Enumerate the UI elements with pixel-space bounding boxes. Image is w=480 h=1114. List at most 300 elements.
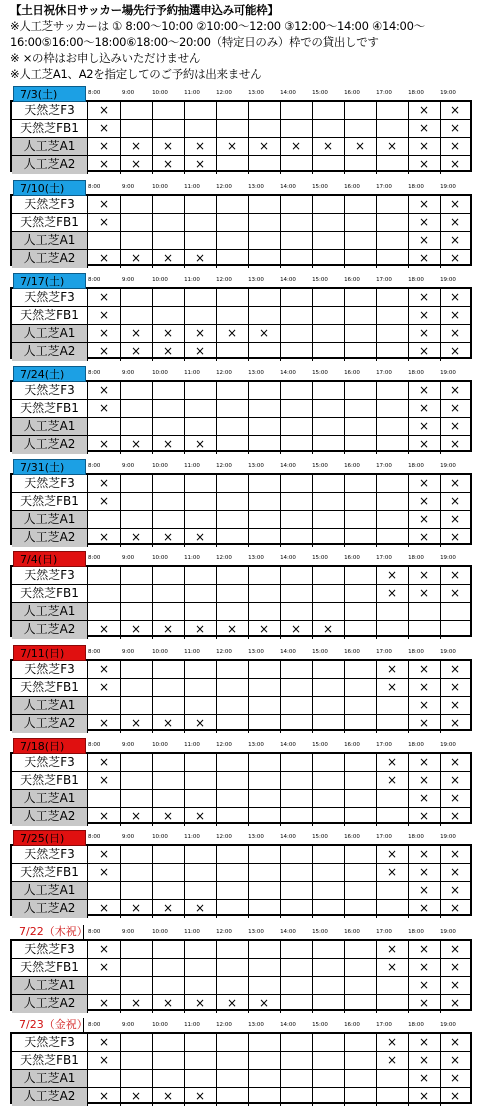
- table-row: [12, 882, 470, 900]
- time-tick: 12:00: [216, 742, 232, 748]
- time-tick: 9:00: [121, 929, 135, 935]
- field-label: 人工芝A2: [12, 436, 88, 454]
- slot-cell: [152, 1034, 185, 1052]
- time-tick: 11:00: [184, 834, 200, 840]
- time-tick: 19:00: [440, 277, 456, 283]
- slot-cell: [184, 214, 217, 232]
- slot-cell: [280, 959, 313, 977]
- slot-cell: [376, 493, 409, 511]
- unavailable-slot: ×: [88, 995, 121, 1013]
- unavailable-slot: ×: [376, 585, 409, 603]
- time-tick: 13:00: [248, 90, 264, 96]
- time-tick: 9:00: [121, 555, 135, 561]
- table-row: [12, 864, 470, 882]
- time-tick: 19:00: [440, 370, 456, 376]
- availability-grid: [10, 380, 472, 452]
- slot-cell: [248, 977, 281, 995]
- unavailable-slot: ×: [440, 585, 470, 603]
- unavailable-slot: ×: [184, 156, 217, 174]
- slot-cell: [344, 1052, 377, 1070]
- time-tick: 8:00: [88, 649, 101, 655]
- unavailable-slot: ×: [408, 882, 441, 900]
- slot-cell: [376, 382, 409, 400]
- unavailable-slot: ×: [408, 418, 441, 436]
- slot-cell: [248, 493, 281, 511]
- field-label: 天然芝FB1: [12, 585, 88, 603]
- slot-cell: [216, 382, 249, 400]
- unavailable-slot: ×: [440, 1034, 470, 1052]
- slot-cell: [312, 900, 345, 918]
- slot-cell: [216, 959, 249, 977]
- slot-cell: [216, 941, 249, 959]
- slot-cell: [152, 418, 185, 436]
- availability-grid: [10, 844, 472, 916]
- time-tick: 19:00: [440, 463, 456, 469]
- slot-cell: [280, 567, 313, 585]
- table-row: [12, 289, 470, 307]
- unavailable-slot: ×: [88, 661, 121, 679]
- slot-cell: [312, 661, 345, 679]
- slot-cell: [120, 307, 153, 325]
- slot-cell: [120, 679, 153, 697]
- field-label: 天然芝FB1: [12, 772, 88, 790]
- unavailable-slot: ×: [408, 941, 441, 959]
- time-tick: 11:00: [184, 1022, 200, 1028]
- table-row: [12, 941, 470, 959]
- availability-grid: [10, 194, 472, 266]
- slot-cell: [344, 307, 377, 325]
- slot-cell: [440, 621, 470, 639]
- unavailable-slot: ×: [408, 325, 441, 343]
- slot-cell: [344, 585, 377, 603]
- unavailable-slot: ×: [248, 621, 281, 639]
- slot-cell: [312, 1070, 345, 1088]
- time-tick: 13:00: [248, 463, 264, 469]
- unavailable-slot: ×: [120, 325, 153, 343]
- slot-cell: [248, 156, 281, 174]
- unavailable-slot: ×: [184, 250, 217, 268]
- field-label: 天然芝F3: [12, 567, 88, 585]
- unavailable-slot: ×: [440, 772, 470, 790]
- slot-cell: [312, 567, 345, 585]
- schedule-block: [10, 551, 472, 636]
- slot-cell: [248, 418, 281, 436]
- unavailable-slot: ×: [184, 436, 217, 454]
- unavailable-slot: ×: [440, 882, 470, 900]
- date-label: 7/4(日): [13, 551, 86, 567]
- slot-cell: [376, 977, 409, 995]
- unavailable-slot: ×: [408, 102, 441, 120]
- slot-cell: [376, 400, 409, 418]
- unavailable-slot: ×: [216, 325, 249, 343]
- availability-grid: [10, 1032, 472, 1104]
- unavailable-slot: ×: [408, 772, 441, 790]
- slot-cell: [280, 679, 313, 697]
- slot-cell: [120, 1034, 153, 1052]
- slot-cell: [280, 697, 313, 715]
- table-row: [12, 102, 470, 120]
- unavailable-slot: ×: [449, 1089, 461, 1103]
- slot-cell: [280, 995, 313, 1013]
- field-label: 天然芝F3: [12, 754, 88, 772]
- unavailable-slot: ×: [376, 661, 409, 679]
- slot-cell: [280, 661, 313, 679]
- slot-cell: [344, 754, 377, 772]
- slot-cell: [216, 289, 249, 307]
- slot-cell: [280, 1070, 313, 1088]
- time-tick: 8:00: [88, 555, 101, 561]
- unavailable-slot: ×: [440, 511, 470, 529]
- time-tick: 19:00: [440, 649, 456, 655]
- time-tick: 17:00: [376, 277, 392, 283]
- unavailable-slot: ×: [216, 138, 249, 156]
- unavailable-slot: ×: [88, 156, 121, 174]
- unavailable-slot: ×: [408, 493, 441, 511]
- unavailable-slot: ×: [120, 621, 153, 639]
- unavailable-slot: ×: [376, 941, 409, 959]
- schedule-block: [10, 86, 472, 171]
- slot-cell: [312, 772, 345, 790]
- slot-cell: [376, 232, 409, 250]
- time-tick: 10:00: [152, 277, 168, 283]
- slot-cell: [184, 941, 217, 959]
- slot-cell: [376, 995, 409, 1013]
- slot-cell: [344, 102, 377, 120]
- slot-cell: [152, 585, 185, 603]
- slot-cell: [280, 1052, 313, 1070]
- slot-cell: [152, 679, 185, 697]
- slot-cell: [88, 511, 121, 529]
- table-row: [12, 790, 470, 808]
- unavailable-slot: ×: [408, 289, 441, 307]
- time-tick: 15:00: [312, 184, 328, 190]
- slot-cell: [248, 120, 281, 138]
- table-row: [12, 325, 470, 343]
- time-tick: 8:00: [88, 834, 101, 840]
- time-tick: 19:00: [440, 742, 456, 748]
- unavailable-slot: ×: [408, 1070, 441, 1088]
- unavailable-slot: ×: [376, 772, 409, 790]
- time-tick: 9:00: [121, 1022, 135, 1028]
- slot-cell: [184, 754, 217, 772]
- slot-cell: [184, 493, 217, 511]
- unavailable-slot: ×: [152, 808, 185, 826]
- slot-cell: [376, 156, 409, 174]
- block-header: [10, 1018, 472, 1032]
- slot-cell: [280, 603, 313, 621]
- unavailable-slot: ×: [120, 1088, 153, 1106]
- slot-cell: [344, 1070, 377, 1088]
- slot-cell: [248, 941, 281, 959]
- slot-cell: [312, 603, 345, 621]
- slot-cell: [120, 493, 153, 511]
- slot-cell: [120, 196, 153, 214]
- field-label: 天然芝FB1: [12, 214, 88, 232]
- slot-cell: [280, 289, 313, 307]
- unavailable-slot: ×: [440, 1070, 470, 1088]
- field-label: 天然芝F3: [12, 941, 88, 959]
- unavailable-slot: ×: [408, 1052, 441, 1070]
- slot-cell: [312, 289, 345, 307]
- slot-cell: [312, 959, 345, 977]
- slot-cell: [312, 679, 345, 697]
- unavailable-slot: ×: [440, 977, 470, 995]
- table-row: [12, 715, 470, 733]
- unavailable-slot: ×: [440, 214, 470, 232]
- slot-cell: [344, 808, 377, 826]
- slot-cell: [312, 400, 345, 418]
- slot-cell: [312, 511, 345, 529]
- schedule-block: [10, 273, 472, 358]
- time-tick: 8:00: [88, 742, 101, 748]
- availability-grid: [10, 752, 472, 824]
- unavailable-slot: ×: [449, 251, 461, 265]
- slot-cell: [152, 493, 185, 511]
- slot-cell: [248, 715, 281, 733]
- unavailable-slot: ×: [408, 808, 441, 826]
- slot-cell: [376, 250, 409, 268]
- field-label: 人工芝A2: [12, 156, 88, 174]
- slot-cell: [344, 214, 377, 232]
- slot-cell: [344, 1034, 377, 1052]
- unavailable-slot: ×: [88, 846, 121, 864]
- slot-cell: [184, 382, 217, 400]
- slot-cell: [280, 307, 313, 325]
- slot-cell: [248, 400, 281, 418]
- time-tick: 11:00: [184, 277, 200, 283]
- unavailable-slot: ×: [88, 214, 121, 232]
- slot-cell: [248, 250, 281, 268]
- unavailable-slot: ×: [152, 529, 185, 547]
- slot-cell: [216, 120, 249, 138]
- slot-cell: [344, 679, 377, 697]
- slot-cell: [376, 343, 409, 361]
- time-tick: 19:00: [440, 90, 456, 96]
- time-tick: 17:00: [376, 555, 392, 561]
- slot-cell: [280, 493, 313, 511]
- slot-cell: [248, 790, 281, 808]
- unavailable-slot: ×: [376, 679, 409, 697]
- unavailable-slot: ×: [152, 156, 185, 174]
- table-row: [12, 995, 470, 1013]
- field-label: 人工芝A2: [12, 808, 88, 826]
- slot-cell: [216, 715, 249, 733]
- slot-cell: [248, 1070, 281, 1088]
- table-row: [12, 661, 470, 679]
- time-tick: 15:00: [312, 1022, 328, 1028]
- slot-cell: [248, 661, 281, 679]
- unavailable-slot: ×: [440, 418, 470, 436]
- unavailable-slot: ×: [440, 754, 470, 772]
- field-label: 天然芝F3: [12, 196, 88, 214]
- unavailable-slot: ×: [88, 250, 121, 268]
- slot-cell: [216, 790, 249, 808]
- unavailable-slot: ×: [408, 436, 441, 454]
- block-header: [10, 180, 472, 194]
- time-tick: 16:00: [344, 370, 360, 376]
- table-row: [12, 772, 470, 790]
- time-tick: 12:00: [216, 184, 232, 190]
- field-label: 人工芝A2: [12, 995, 88, 1013]
- field-label: 人工芝A2: [12, 621, 88, 639]
- field-label: 天然芝FB1: [12, 120, 88, 138]
- table-row: [12, 567, 470, 585]
- unavailable-slot: ×: [216, 621, 249, 639]
- slot-cell: [120, 1070, 153, 1088]
- slot-cell: [216, 1088, 249, 1106]
- slot-cell: [344, 382, 377, 400]
- slot-cell: [280, 232, 313, 250]
- unavailable-slot: ×: [440, 102, 470, 120]
- time-tick: 10:00: [152, 370, 168, 376]
- slot-cell: [312, 941, 345, 959]
- unavailable-slot: ×: [408, 1034, 441, 1052]
- unavailable-slot: ×: [376, 567, 409, 585]
- table-row: [12, 343, 470, 361]
- availability-grid: [10, 939, 472, 1011]
- slot-cell: [216, 679, 249, 697]
- slot-cell: [312, 343, 345, 361]
- slot-cell: [312, 977, 345, 995]
- table-row: [12, 436, 470, 454]
- slot-cell: [248, 214, 281, 232]
- slot-cell: [216, 977, 249, 995]
- table-row: [12, 697, 470, 715]
- slot-cell: [312, 156, 345, 174]
- slot-cell: [376, 882, 409, 900]
- slot-cell: [184, 1052, 217, 1070]
- time-tick: 16:00: [344, 649, 360, 655]
- slot-cell: [120, 102, 153, 120]
- table-row: [12, 1070, 470, 1088]
- date-label: 7/23（金祝）: [13, 1018, 84, 1032]
- field-label: 人工芝A1: [12, 1070, 88, 1088]
- slot-cell: [152, 214, 185, 232]
- slot-cell: [280, 343, 313, 361]
- slot-cell: [312, 325, 345, 343]
- slot-cell: [344, 603, 377, 621]
- slot-cell: [344, 400, 377, 418]
- time-tick: 16:00: [344, 90, 360, 96]
- slot-cell: [312, 232, 345, 250]
- unavailable-slot: ×: [440, 864, 470, 882]
- field-label: 天然芝FB1: [12, 864, 88, 882]
- slot-cell: [120, 864, 153, 882]
- slot-cell: [280, 325, 313, 343]
- slot-cell: [376, 529, 409, 547]
- field-label: 人工芝A1: [12, 325, 88, 343]
- unavailable-slot: ×: [440, 289, 470, 307]
- slot-cell: [344, 325, 377, 343]
- availability-grid: [10, 473, 472, 545]
- time-tick: 19:00: [440, 929, 456, 935]
- unavailable-slot: ×: [440, 493, 470, 511]
- unavailable-slot: ×: [88, 400, 121, 418]
- slot-cell: [184, 790, 217, 808]
- slot-cell: [344, 864, 377, 882]
- block-header: [10, 738, 472, 752]
- notice-line: 16:00⑤16:00～18:00⑥18:00～20:00（特定日のみ）枠での貸出しです: [10, 35, 379, 49]
- slot-cell: [280, 214, 313, 232]
- time-tick: 13:00: [248, 184, 264, 190]
- slot-cell: [152, 102, 185, 120]
- availability-grid: [10, 287, 472, 359]
- slot-cell: [248, 475, 281, 493]
- slot-cell: [280, 1034, 313, 1052]
- unavailable-slot: ×: [88, 754, 121, 772]
- field-label: 天然芝F3: [12, 1034, 88, 1052]
- block-header: [10, 925, 472, 939]
- unavailable-slot: ×: [184, 529, 217, 547]
- time-tick: 13:00: [248, 555, 264, 561]
- unavailable-slot: ×: [88, 120, 121, 138]
- slot-cell: [216, 156, 249, 174]
- unavailable-slot: ×: [248, 995, 281, 1013]
- slot-cell: [344, 621, 377, 639]
- slot-cell: [248, 343, 281, 361]
- slot-cell: [280, 156, 313, 174]
- slot-cell: [88, 585, 121, 603]
- slot-cell: [120, 977, 153, 995]
- time-tick: 9:00: [121, 649, 135, 655]
- slot-cell: [312, 529, 345, 547]
- unavailable-slot: ×: [376, 138, 409, 156]
- unavailable-slot: ×: [184, 343, 217, 361]
- slot-cell: [312, 382, 345, 400]
- time-tick: 15:00: [312, 90, 328, 96]
- time-tick: 17:00: [376, 463, 392, 469]
- date-label: 7/10(土): [13, 180, 86, 196]
- time-tick: 8:00: [88, 184, 101, 190]
- field-label: 人工芝A1: [12, 790, 88, 808]
- slot-cell: [152, 977, 185, 995]
- slot-cell: [344, 941, 377, 959]
- slot-cell: [248, 102, 281, 120]
- unavailable-slot: ×: [408, 661, 441, 679]
- time-tick: 14:00: [280, 463, 296, 469]
- slot-cell: [312, 196, 345, 214]
- availability-grid: [10, 100, 472, 172]
- field-label: 人工芝A1: [12, 977, 88, 995]
- slot-cell: [248, 307, 281, 325]
- slot-cell: [120, 941, 153, 959]
- slot-cell: [280, 102, 313, 120]
- unavailable-slot: ×: [440, 120, 470, 138]
- slot-cell: [280, 882, 313, 900]
- unavailable-slot: ×: [449, 901, 461, 915]
- table-row: [12, 493, 470, 511]
- unavailable-slot: ×: [408, 754, 441, 772]
- schedule-block: [10, 180, 472, 265]
- unavailable-slot: ×: [248, 325, 281, 343]
- table-row: [12, 977, 470, 995]
- unavailable-slot: ×: [152, 995, 185, 1013]
- time-tick: 11:00: [184, 463, 200, 469]
- time-tick: 10:00: [152, 929, 168, 935]
- time-tick: 11:00: [184, 370, 200, 376]
- slot-cell: [280, 754, 313, 772]
- slot-cell: [216, 102, 249, 120]
- slot-cell: [184, 977, 217, 995]
- slot-cell: [312, 715, 345, 733]
- unavailable-slot: ×: [88, 959, 121, 977]
- field-label: 人工芝A2: [12, 343, 88, 361]
- slot-cell: [248, 864, 281, 882]
- slot-cell: [344, 418, 377, 436]
- slot-cell: [344, 289, 377, 307]
- table-row: [12, 754, 470, 772]
- slot-cell: [248, 196, 281, 214]
